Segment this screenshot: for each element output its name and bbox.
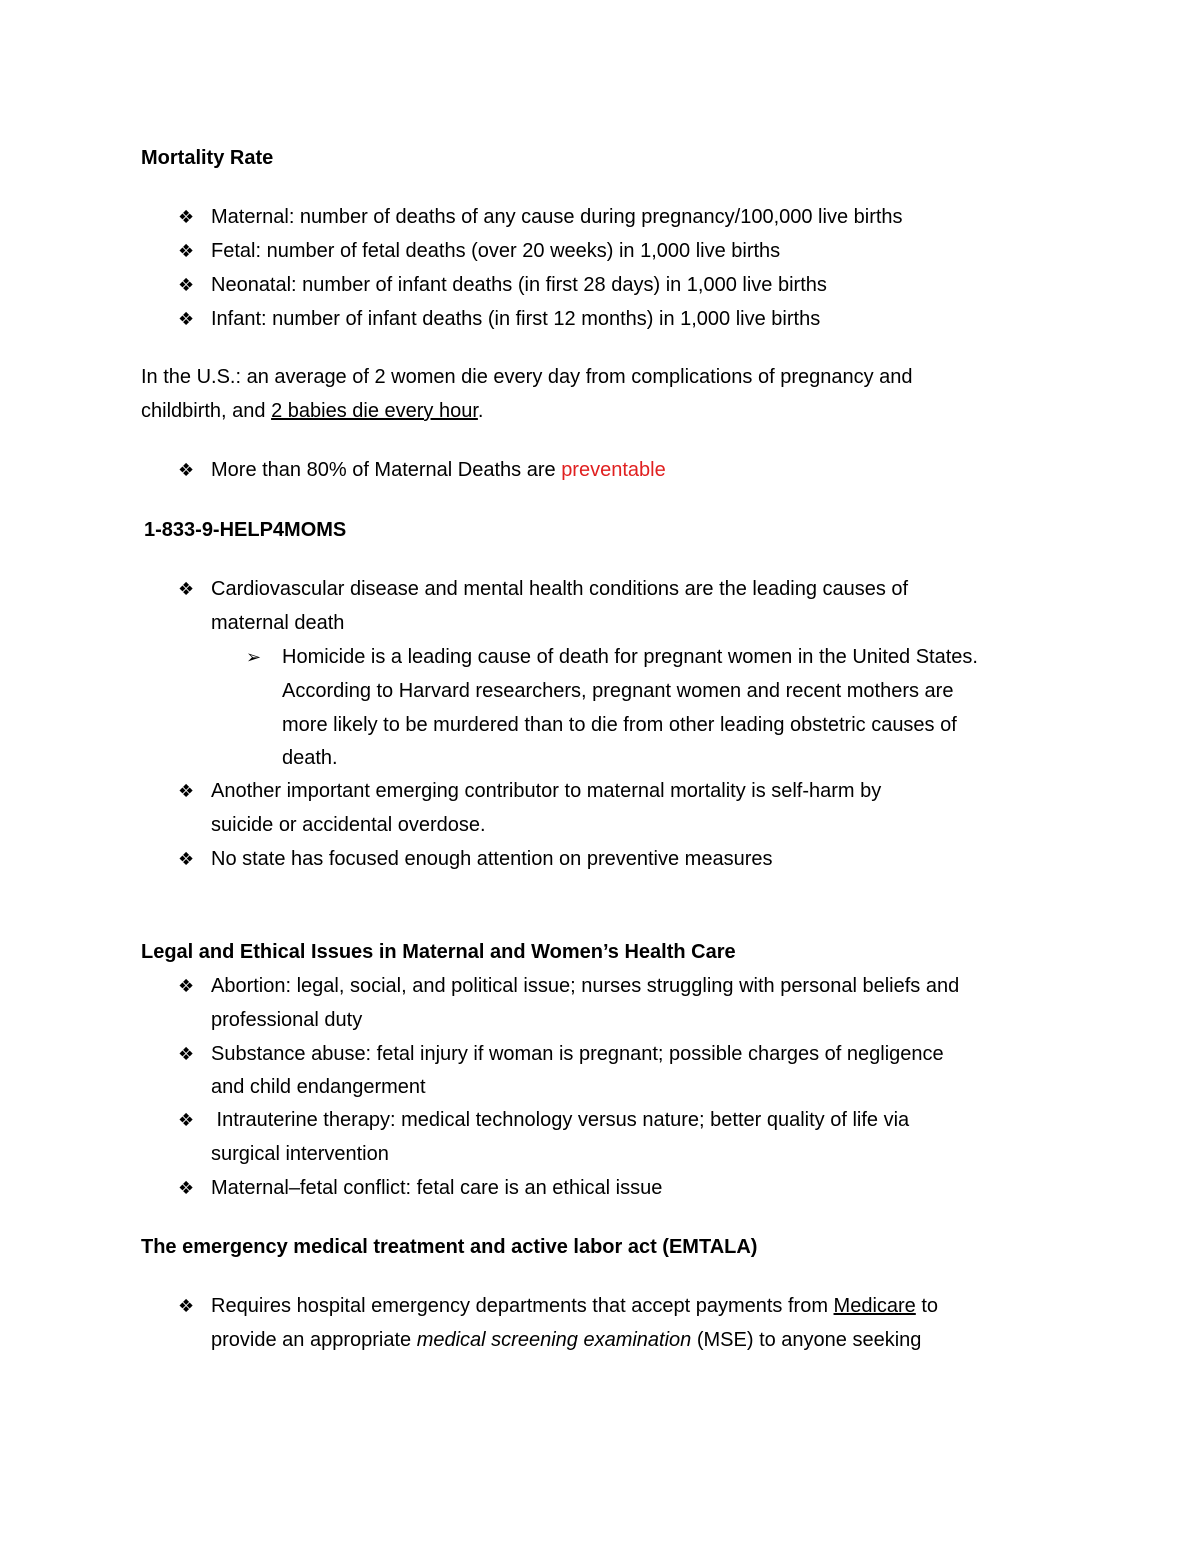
conflict-item: Maternal–fetal conflict: fetal care is an ethical issue — [211, 1177, 663, 1199]
bullet-icon: ❖ — [178, 275, 195, 295]
emtala-line-2 — [211, 1327, 921, 1353]
emtala-line-1 — [211, 1293, 938, 1319]
emtala-text: (MSE) to anyone seeking — [691, 1329, 922, 1351]
abortion-line-1: Abortion: legal, social, and political issue; nurses struggling with personal beliefs and — [211, 975, 960, 997]
homicide-line-4: death. — [282, 747, 338, 769]
bullet-icon: ❖ — [178, 207, 195, 227]
homicide-line-1: Homicide is a leading cause of death for pregnant women in the United States. — [282, 646, 978, 668]
emtala-text: Requires hospital emergency departments that accept payments from — [211, 1295, 834, 1317]
mortality-item-fetal: Fetal: number of fetal deaths (over 20 weeks) in 1,000 live births — [211, 240, 781, 262]
bullet-icon: ❖ — [178, 1296, 195, 1316]
emtala-text: to — [915, 1295, 939, 1317]
us-paragraph-period: . — [477, 400, 484, 422]
heading-legal-ethical: Legal and Ethical Issues in Maternal and Women’s Health Care — [141, 941, 736, 963]
us-paragraph-line-1: In the U.S.: an average of 2 women die every day from complications of pregnancy and — [141, 366, 913, 388]
preventable-highlight: preventable — [561, 459, 666, 481]
bullet-icon: ❖ — [178, 1178, 195, 1198]
substance-line-1: Substance abuse: fetal injury if woman is pregnant; possible charges of negligence — [211, 1043, 944, 1065]
bullet-icon: ❖ — [178, 1044, 195, 1064]
homicide-line-2: According to Harvard researchers, pregnant women and recent mothers are — [282, 680, 954, 702]
intrauterine-line-2: surgical intervention — [211, 1143, 389, 1165]
heading-helpline: 1-833-9-HELP4MOMS — [144, 519, 347, 541]
heading-mortality-rate: Mortality Rate — [141, 147, 274, 169]
bullet-icon: ❖ — [178, 976, 195, 996]
mortality-item-infant: Infant: number of infant deaths (in first 12 months) in 1,000 live births — [211, 308, 821, 330]
bullet-icon: ❖ — [178, 781, 195, 801]
nostate-item: No state has focused enough attention on preventive measures — [211, 848, 773, 870]
preventable-item — [211, 457, 666, 483]
bullet-icon: ❖ — [178, 309, 195, 329]
bullet-icon: ❖ — [178, 1110, 195, 1130]
bullet-icon: ❖ — [178, 460, 195, 480]
bullet-icon: ❖ — [178, 579, 195, 599]
arrow-bullet-icon: ➢ — [246, 647, 262, 667]
mortality-item-neonatal: Neonatal: number of infant deaths (in first 28 days) in 1,000 live births — [211, 274, 827, 296]
medicare-link[interactable]: Medicare — [833, 1295, 916, 1317]
substance-line-2: and child endangerment — [211, 1076, 426, 1098]
cardio-line-2: maternal death — [211, 612, 345, 634]
selfharm-line-2: suicide or accidental overdose. — [211, 814, 486, 836]
cardio-line-1: Cardiovascular disease and mental health conditions are the leading causes of — [211, 578, 909, 600]
homicide-line-3: more likely to be murdered than to die from other leading obstetric causes of — [282, 714, 957, 736]
underlined-babies-text: 2 babies die every hour — [271, 400, 478, 422]
heading-emtala: The emergency medical treatment and active labor act (EMTALA) — [141, 1236, 758, 1258]
mse-italic-text: medical screening examination — [416, 1329, 692, 1351]
preventable-text: More than 80% of Maternal Deaths are — [211, 459, 562, 481]
mortality-item-maternal: Maternal: number of deaths of any cause during pregnancy/100,000 live births — [211, 206, 903, 228]
us-paragraph-text: childbirth, and — [141, 400, 272, 422]
selfharm-line-1: Another important emerging contributor to maternal mortality is self-harm by — [211, 780, 882, 802]
bullet-icon: ❖ — [178, 241, 195, 261]
bullet-icon: ❖ — [178, 849, 195, 869]
abortion-line-2: professional duty — [211, 1009, 363, 1031]
us-paragraph-line-2 — [141, 398, 483, 424]
intrauterine-line-1: Intrauterine therapy: medical technology versus nature; better quality of life via — [211, 1109, 910, 1131]
emtala-text: provide an appropriate — [211, 1329, 417, 1351]
